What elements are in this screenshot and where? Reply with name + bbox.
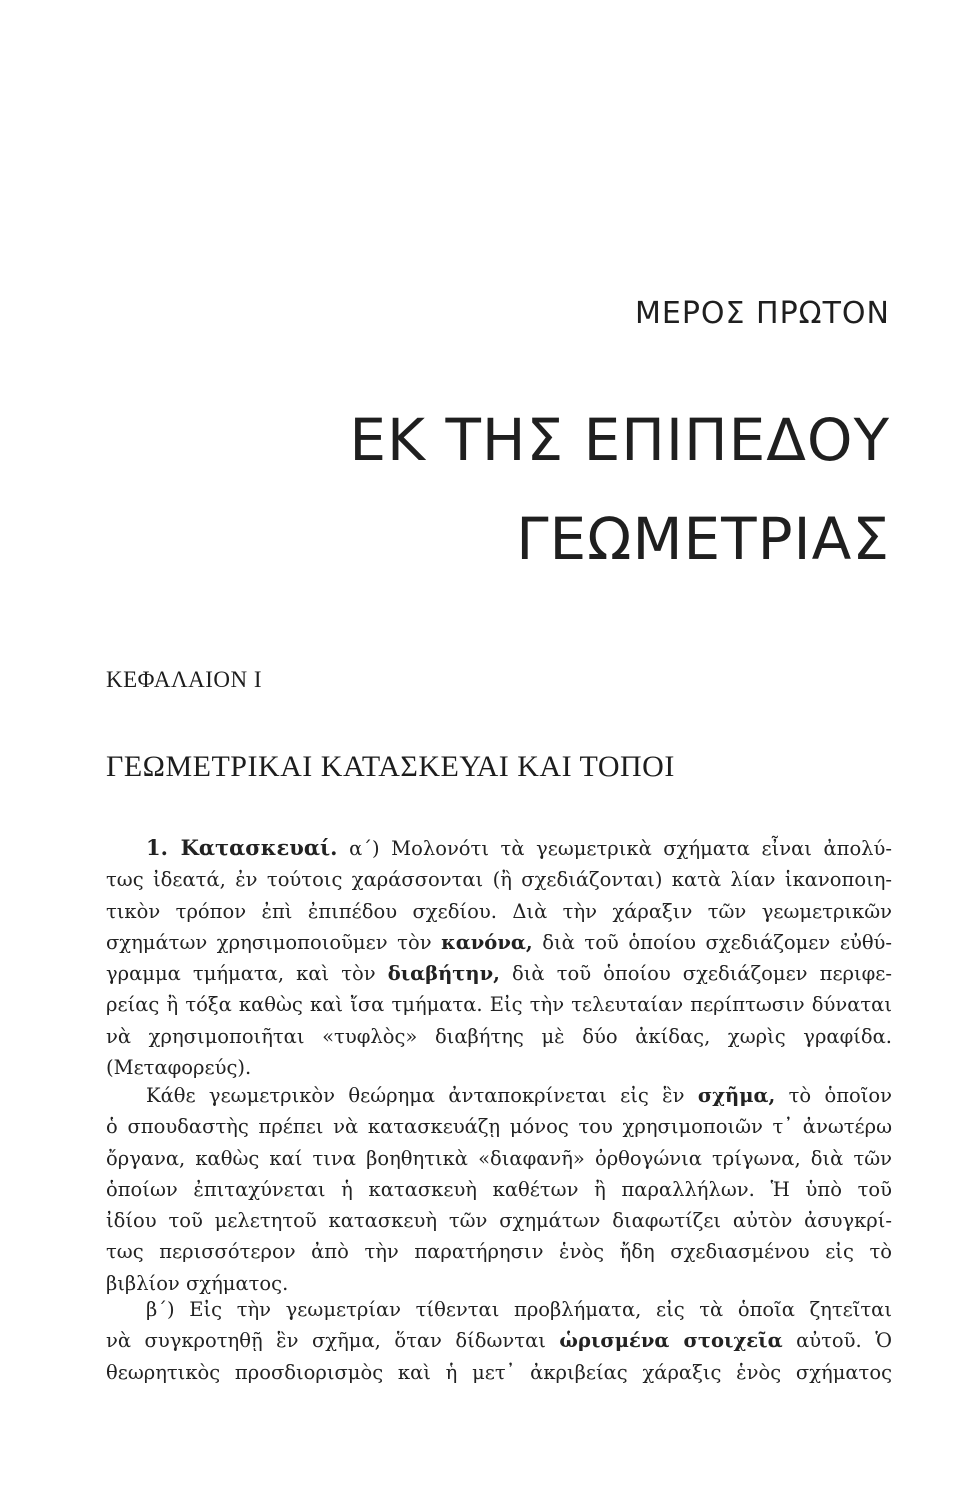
chapter-title: ΓΕΩΜΕΤΡΙΚΑΙ ΚΑΤΑΣΚΕΥΑΙ ΚΑΙ ΤΟΠΟΙ bbox=[106, 750, 675, 783]
text-line: νὰ συγκροτηθῇ ἓν σχῆμα, ὅταν δίδωνται ὡρισμένα στοιχεῖα αὐτοῦ. Ὁ bbox=[106, 1329, 892, 1353]
text-line: ὁ σπουδαστὴς πρέπει νὰ κατασκευάζῃ μόνος του χρησιμοποιῶν τ᾽ ἀνωτέρω bbox=[106, 1115, 892, 1139]
paragraph-3 bbox=[106, 1294, 892, 1388]
text-line: τως περισσότερον ἀπὸ τὴν παρατήρησιν ἑνὸς ἤδη σχεδιασμένου εἰς τὸ bbox=[106, 1240, 892, 1264]
part-label: ΜΕΡΟΣ ΠΡΩΤΟΝ bbox=[635, 296, 890, 331]
paragraph-1 bbox=[106, 832, 892, 1083]
section-heading: 1. Κατασκευαί. bbox=[146, 835, 338, 860]
text-line: β΄) Εἰς τὴν γεωμετρίαν τίθενται προβλήματα, εἰς τὰ ὁποῖα ζητεῖται bbox=[146, 1298, 892, 1321]
text-line: τικὸν τρόπον ἐπὶ ἐπιπέδου σχεδίου. Διὰ τὴν χάραξιν τῶν γεωμετρικῶν bbox=[106, 899, 892, 923]
text-line: νὰ χρησιμοποιῆται «τυφλὸς» διαβήτης μὲ δύο ἀκίδας, χωρὶς γραφίδα. bbox=[106, 1024, 892, 1048]
text-line: τως ἰδεατά, ἐν τούτοις χαράσσονται (ἢ σχεδιάζονται) κατὰ λίαν ἱκανοποιη- bbox=[106, 868, 892, 892]
text-line: θεωρητικὸς προσδιορισμὸς καὶ ἡ μετ᾽ ἀκριβείας χάραξις ἑνὸς σχήματος bbox=[106, 1360, 892, 1384]
text-line: 1. Κατασκευαί. α΄) Μολονότι τὰ γεωμετρικὰ σχήματα εἶναι ἀπολύ- bbox=[146, 835, 892, 860]
text-line: γραμμα τμήματα, καὶ τὸν διαβήτην, διὰ τοῦ ὁποίου σχεδιάζομεν περιφε- bbox=[106, 962, 893, 986]
chapter-label: ΚΕΦΑΛΑΙΟΝ Ι bbox=[106, 667, 263, 692]
paragraph-2 bbox=[106, 1080, 892, 1299]
text-line: ὄργανα, καθὼς καί τινα βοηθητικὰ «διαφανῆ» ὀρθογώνια τρίγωνα, διὰ τῶν bbox=[106, 1146, 892, 1170]
part-title-line1: ΕΚ ΤΗΣ ΕΠΙΠΕΔΟΥ bbox=[349, 406, 890, 474]
text-line: (Μεταφορεύς). bbox=[106, 1056, 252, 1080]
text-line: ἰδίου τοῦ μελετητοῦ κατασκευὴ τῶν σχημάτων διαφωτίζει αὐτὸν ἀσυγκρί- bbox=[106, 1209, 892, 1233]
text-line: σχημάτων χρησιμοποιοῦμεν τὸν κανόνα, διὰ τοῦ ὁποίου σχεδιάζομεν εὐθύ- bbox=[106, 930, 892, 954]
text-line: Κάθε γεωμετρικὸν θεώρημα ἀνταποκρίνεται εἰς ἓν σχῆμα, τὸ ὁποῖον bbox=[146, 1084, 892, 1107]
part-title-line2: ΓΕΩΜΕΤΡΙΑΣ bbox=[516, 505, 890, 573]
text-line: ρείας ἢ τόξα καθὼς καὶ ἴσα τμήματα. Εἰς τὴν τελευταίαν περίπτωσιν δύναται bbox=[106, 993, 892, 1017]
text-line: ὁποίων ἐπιταχύνεται ἡ κατασκευὴ καθέτων ἢ παραλλήλων. Ἡ ὑπὸ τοῦ bbox=[106, 1177, 892, 1201]
text-line: βιβλίον σχήματος. bbox=[106, 1271, 289, 1295]
